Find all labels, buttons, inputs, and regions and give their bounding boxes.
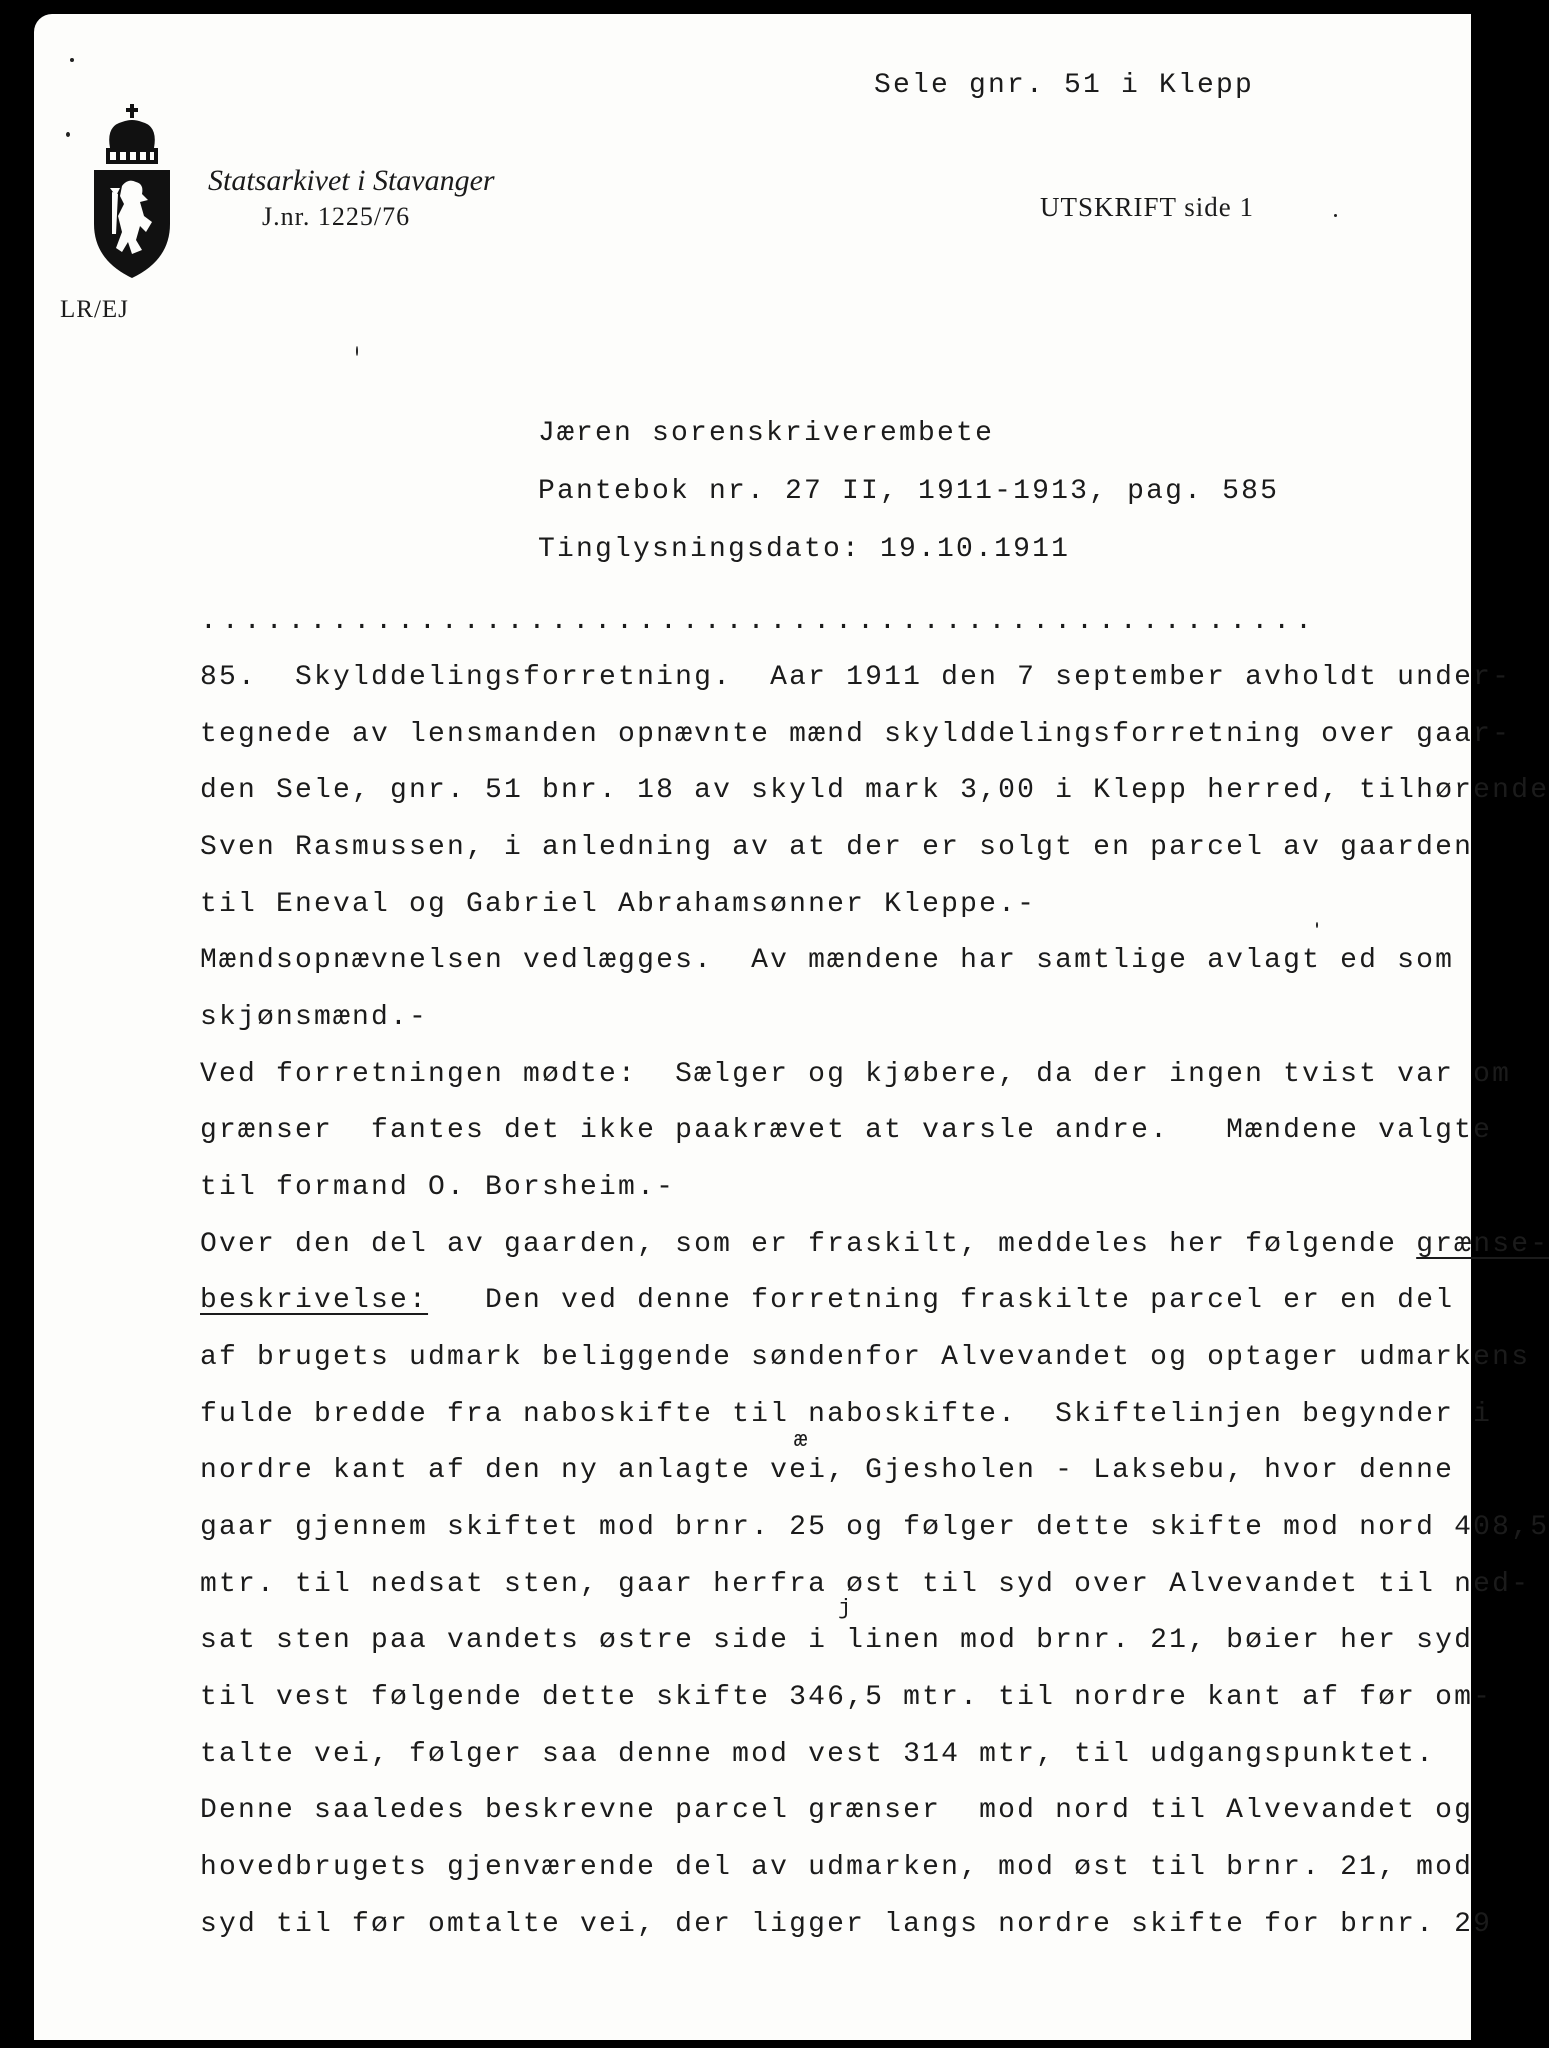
- body-line: [200, 1229, 1549, 1260]
- body-line-text: Den ved denne forretning fraskilte parcel er en del: [428, 1285, 1455, 1316]
- body-line: hovedbrugets gjenværende del av udmarken, mod øst til brnr. 21, mod: [200, 1852, 1474, 1883]
- body-line: [200, 1285, 1454, 1316]
- underlined-term: grænse-: [1416, 1229, 1549, 1260]
- archive-name: Statsarkivet i Stavanger: [208, 164, 495, 197]
- handwritten-insertion: j: [838, 1596, 854, 1621]
- body-line: 85. Skylddelingsforretning. Aar 1911 den 7 september avholdt under-: [200, 662, 1512, 693]
- body-line: gaar gjennem skiftet mod brnr. 25 og følger dette skifte mod nord 408,5: [200, 1512, 1549, 1543]
- body-line: skjønsmænd.-: [200, 1002, 429, 1033]
- body-line: af brugets udmark beliggende søndenfor Alvevandet og optager udmarkens: [200, 1342, 1531, 1373]
- dotted-separator: ...................................................: [200, 606, 1318, 637]
- body-line-text: Over den del av gaarden, som er fraskilt, meddeles her følgende: [200, 1229, 1417, 1260]
- body-line: syd til før omtalte vei, der ligger langs nordre skifte for brnr. 29: [200, 1909, 1493, 1940]
- body-line: tegnede av lensmanden opnævnte mænd skylddelingsforretning over gaar-: [200, 719, 1512, 750]
- scan-speck: [70, 58, 74, 62]
- scan-speck: [1316, 922, 1318, 928]
- body-line: til vest følgende dette skifte 346,5 mtr. til nordre kant af før om-: [200, 1682, 1493, 1713]
- body-line: til Eneval og Gabriel Abrahamsønner Kleppe.-: [200, 889, 1037, 920]
- coat-of-arms-icon: [92, 104, 172, 280]
- body-line: den Sele, gnr. 51 bnr. 18 av skyld mark 3,00 i Klepp herred, tilhørende: [200, 775, 1549, 806]
- body-line: Mændsopnævnelsen vedlægges. Av mændene har samtlige avlagt ed som: [200, 945, 1455, 976]
- scan-speck: [1334, 214, 1337, 217]
- body-line: mtr. til nedsat sten, gaar herfra øst til syd over Alvevandet til ned-: [200, 1569, 1531, 1600]
- mortgage-book-reference: Pantebok nr. 27 II, 1911-1913, pag. 585: [538, 476, 1280, 507]
- body-line: fulde bredde fra naboskifte til naboskifte. Skiftelinjen begynder i: [200, 1399, 1493, 1430]
- body-line: nordre kant af den ny anlagte vei, Gjesholen - Laksebu, hvor denne: [200, 1455, 1455, 1486]
- scan-speck: [66, 132, 70, 137]
- body-line: Ved forretningen mødte: Sælger og kjøbere, da der ingen tvist var om: [200, 1059, 1512, 1090]
- body-line: Sven Rasmussen, i anledning av at der er solgt en parcel av gaarden: [200, 832, 1474, 863]
- registration-date: Tinglysningsdato: 19.10.1911: [538, 534, 1071, 565]
- handwritten-insertion: æ: [794, 1428, 810, 1453]
- print-label: UTSKRIFT side 1: [1040, 192, 1255, 222]
- body-line: til formand O. Borsheim.-: [200, 1172, 676, 1203]
- underlined-term: beskrivelse:: [200, 1285, 429, 1316]
- body-line: Denne saaledes beskrevne parcel grænser mod nord til Alvevandet og: [200, 1795, 1474, 1826]
- initials: LR/EJ: [60, 296, 129, 323]
- court-office: Jæren sorenskriverembete: [538, 418, 995, 449]
- scan-speck: [356, 346, 358, 356]
- body-line: sat sten paa vandets østre side i linen mod brnr. 21, bøier her syd: [200, 1625, 1474, 1656]
- document-reference: Sele gnr. 51 i Klepp: [874, 70, 1255, 101]
- body-line: talte vei, følger saa denne mod vest 314 mtr, til udgangspunktet.: [200, 1739, 1436, 1770]
- body-line: grænser fantes det ikke paakrævet at varsle andre. Mændene valgte: [200, 1115, 1493, 1146]
- journal-number: J.nr. 1225/76: [262, 202, 411, 231]
